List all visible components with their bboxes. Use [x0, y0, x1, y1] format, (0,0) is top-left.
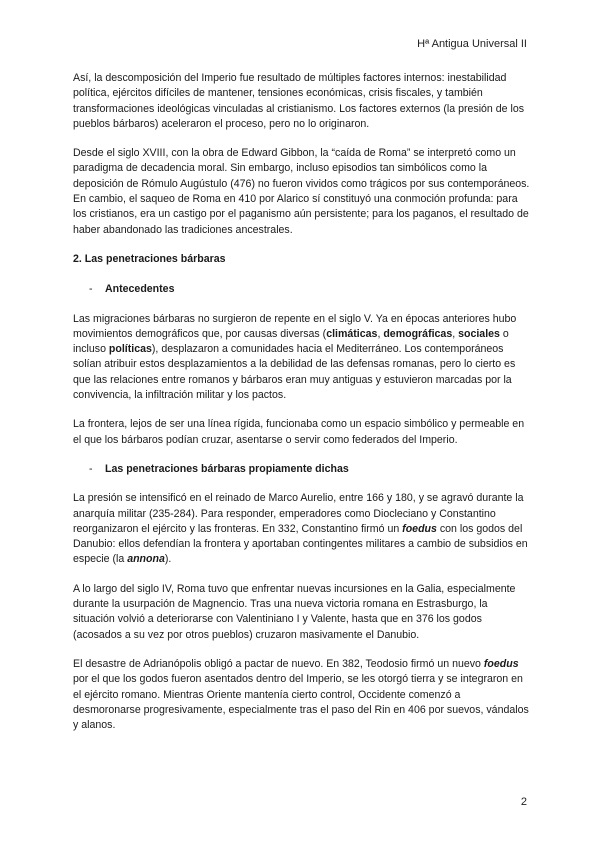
- text-run: con los godos del Danubio: ellos defendían la frontera y aportaban contingentes militares a cambio de subsidios en especie (la: [73, 522, 528, 566]
- subsection-title: Las penetraciones bárbaras propiamente dichas: [105, 462, 349, 475]
- text-run: Las migraciones bárbaras no surgieron de repente en el siglo V. Ya en épocas anteriores hubo movimientos demográficos que, por causas diversas (: [73, 312, 517, 340]
- bold-term: sociales: [458, 327, 500, 340]
- page-number: 2: [520, 796, 527, 808]
- text-run: ,: [377, 327, 384, 340]
- bullet-dash: -: [89, 283, 93, 296]
- text-run: ).: [164, 553, 172, 566]
- text-run: o incluso: [73, 327, 509, 356]
- bold-term: demográficas: [383, 327, 453, 340]
- subsection-penetraciones: [73, 462, 531, 477]
- text-run: ), desplazaron a comunidades hacia el Mediterráneo. Los contemporáneos solían atribuir estos desplazamientos a la debilidad de las defensas romanas, pero lo cierto es que las relaciones entre romanos y bárbaros eran muy antiguas y estuvieron marcadas por la convivencia, la infiltración militar y los pactos.: [73, 343, 516, 402]
- paragraph-adrianopolis: [73, 657, 531, 733]
- text-run: La presión se intensificó en el reinado de Marco Aurelio, entre 166 y 180, y se agravó durante la anarquía militar (235-284). Para responder, emperadores como Diocleciano y Constantino reorganizaron el ejército y las fronteras. En 332, Constantino firmó un: [73, 492, 524, 535]
- bold-italic-term: annona: [127, 553, 165, 566]
- bold-term: políticas: [108, 343, 152, 356]
- text-run: por el que los godos fueron asentados dentro del Imperio, se les otorgó tierra y se integraron en el ejército romano. Mientras Oriente mantenía cierto control, Occidente comenzó a desmoronarse progresivamente, especialmente tras el paso del Rin en 406 por suevos, vándalos y alanos.: [73, 673, 529, 732]
- bold-italic-term: foedus: [402, 522, 437, 535]
- paragraph-decomposition: Así, la descomposición del Imperio fue resultado de múltiples factores internos: inestabilidad política, ejércitos difíciles de mantener, tensiones económicas, crisis fiscales, y también transformaciones ideológicas vinculadas al cristianismo. Los factores externos (la presión de los pueblos bárbaros) aceleraron el proceso, pero no lo originaron.: [73, 72, 525, 130]
- page-body: [73, 71, 531, 747]
- running-header: Hª Antigua Universal II: [417, 38, 527, 50]
- paragraph-gibbon: Desde el siglo XVIII, con la obra de Edward Gibbon, la “caída de Roma” se interpretó como un paradigma de decadencia moral. Sin embargo, incluso episodios tan simbólicos como la deposición de Rómulo Augústulo (476) no fueron vividos como trágicos por sus contemporáneos. En cambio, el saqueo de Roma en 410 por Alarico sí constituyó una conmoción profunda: para los cristianos, era un castigo por el paganismo aún persistente; para los paganos, el resultado de haber abandonado las tradiciones ancestrales.: [73, 147, 530, 236]
- text-run: ,: [452, 327, 459, 340]
- paragraph-fourth-century: A lo largo del siglo IV, Roma tuvo que enfrentar nuevas incursiones en la Galia, especialmente durante la usurpación de Magnencio. Tras una nueva victoria romana en Estrasburgo, la situación volvió a deteriorarse con Valentiniano I y Valente, hasta que en 376 los godos (acosados a su vez por otros pueblos) cruzaron masivamente el Danubio.: [73, 582, 516, 641]
- bold-italic-term: foedus: [483, 657, 519, 670]
- subsection-title: Antecedentes: [105, 283, 175, 296]
- bold-term: climáticas: [326, 327, 378, 340]
- section-heading: 2. Las penetraciones bárbaras: [73, 252, 226, 265]
- text-run: El desastre de Adrianópolis obligó a pactar de nuevo. En 382, Teodosio firmó un nuevo: [73, 657, 484, 670]
- paragraph-frontier: La frontera, lejos de ser una línea rígida, funcionaba como un espacio simbólico y permeable en el que los bárbaros podían cruzar, asentarse o servir como federados del Imperio.: [73, 418, 525, 446]
- subsection-antecedentes: [73, 282, 531, 297]
- paragraph-migrations: [73, 312, 531, 404]
- bullet-dash: -: [89, 462, 93, 475]
- paragraph-pressure: [73, 491, 531, 567]
